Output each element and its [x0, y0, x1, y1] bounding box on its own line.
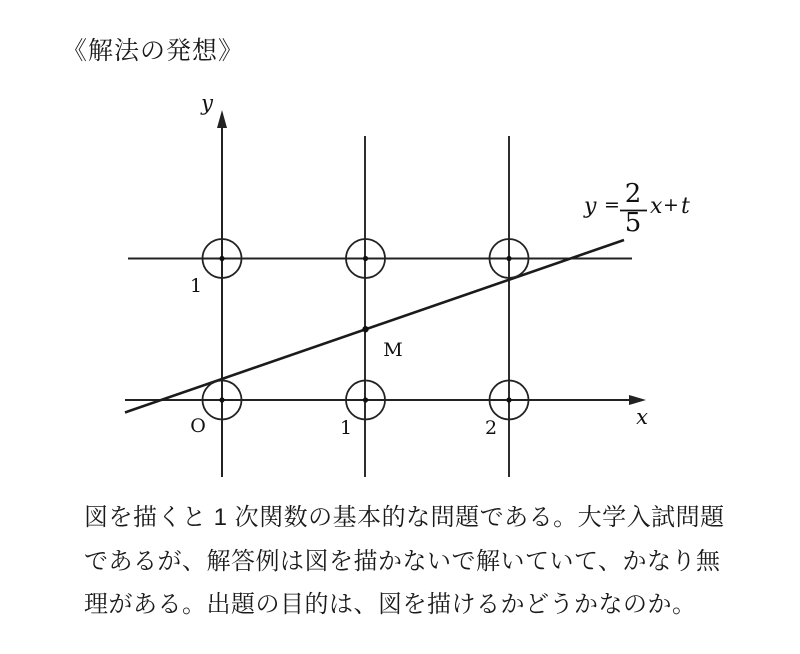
y-tick-label-1: 1 — [189, 275, 203, 297]
equation-constant: t — [681, 194, 690, 219]
x-axis-arrowhead-icon — [629, 395, 646, 405]
paragraph-line-1: 図を描くと 1 次関数の基本的な問題である。大学入試問題 — [84, 504, 725, 531]
y-axis-label: y — [201, 91, 213, 115]
x-tick-label-1: 1 — [339, 417, 353, 439]
line-equation — [583, 179, 690, 238]
equation-plus: + — [663, 194, 679, 216]
point-m-label: M — [383, 339, 403, 361]
slant-line — [125, 240, 624, 413]
x-axis-label: x — [636, 405, 648, 429]
paragraph-line-3: 理がある。出題の目的は、図を描けるかどうかなのか。 — [84, 591, 697, 618]
paragraph-line-2: であるが、解答例は図を描かないで解いていて、かなり無 — [84, 547, 721, 575]
y-axis-arrowhead-icon — [217, 110, 227, 128]
marked-point-dot — [362, 326, 368, 332]
equation-numerator: 2 — [624, 179, 642, 209]
x-tick-label-2: 2 — [484, 417, 498, 439]
equation-equals: = — [604, 194, 620, 216]
equation-variable: x — [650, 194, 663, 219]
page-title: 《解法の発想》 — [62, 37, 245, 65]
body-paragraph — [84, 496, 725, 627]
origin-label: O — [190, 415, 206, 437]
equation-lhs: y — [584, 194, 597, 219]
equation-denominator: 5 — [624, 208, 642, 238]
